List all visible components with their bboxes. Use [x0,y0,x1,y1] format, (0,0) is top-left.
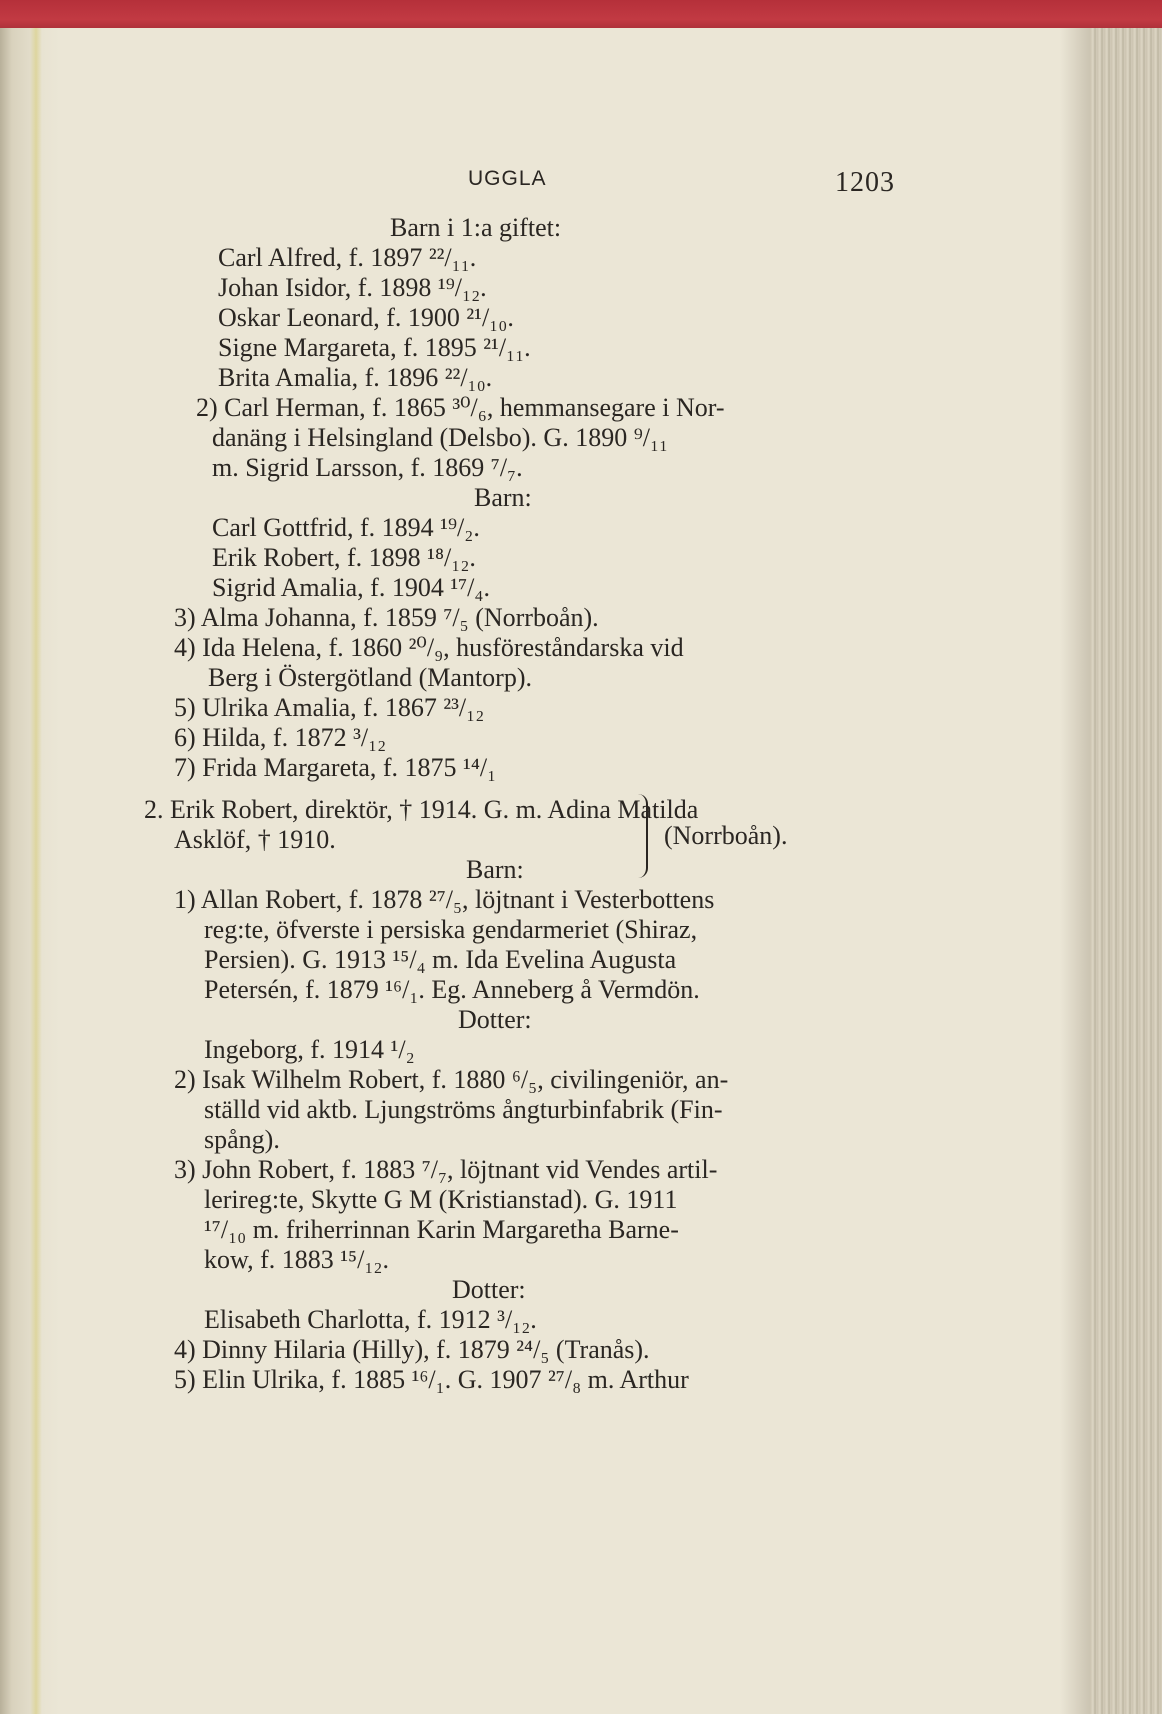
text-line: Carl Alfred, f. 1897 ²²/₁₁. [218,243,477,272]
text-line: 2. Erik Robert, direktör, † 1914. G. m. Adina Matilda [144,795,699,824]
text-line: Barn i 1:a giftet: [390,213,562,242]
text-line: Barn: [474,483,532,512]
text-line: spång). [204,1125,280,1154]
text-line: Erik Robert, f. 1898 ¹⁸/₁₂. [212,543,476,572]
text-line: Dotter: [452,1275,526,1304]
text-line: lerireg:te, Skytte G M (Kristianstad). G. 1911 [204,1185,678,1214]
book-page [0,28,1100,1714]
text-line: 6) Hilda, f. 1872 ³/₁₂ [174,723,387,752]
page-number: 1203 [835,167,895,198]
grouping-brace [634,794,648,878]
text-line: Ingeborg, f. 1914 ¹/₂ [204,1035,415,1064]
text-line: 5) Elin Ulrika, f. 1885 ¹⁶/₁. G. 1907 ²⁷/₈ m. Arthur [174,1365,689,1394]
text-line: ställd vid aktb. Ljungströms ångturbinfabrik (Fin- [204,1095,723,1124]
page-right-shade [1060,28,1094,1714]
text-line: 3) John Robert, f. 1883 ⁷/₇, löjtnant vid Vendes artil- [174,1155,718,1184]
text-line: 1) Allan Robert, f. 1878 ²⁷/₅, löjtnant i Vesterbottens [174,885,715,914]
text-line: danäng i Helsingland (Delsbo). G. 1890 ⁹/₁₁ [212,423,669,452]
text-line: Oskar Leonard, f. 1900 ²¹/₁₀. [218,303,514,332]
text-line: 3) Alma Johanna, f. 1859 ⁷/₅ (Norrboån). [174,603,599,632]
running-header: UGGLA [468,167,547,190]
text-line: Brita Amalia, f. 1896 ²²/₁₀. [218,363,493,392]
text-line: 2) Carl Herman, f. 1865 ³⁰/₆, hemmansegare i Nor- [196,393,725,422]
brace-label: (Norrboån). [664,821,788,850]
text-line: Johan Isidor, f. 1898 ¹⁹/₁₂. [218,273,487,302]
text-line: Sigrid Amalia, f. 1904 ¹⁷/₄. [212,573,490,602]
text-line: reg:te, öfverste i persiska gendarmeriet (Shiraz, [204,915,698,944]
gutter-line [30,28,42,1714]
text-line: Signe Margareta, f. 1895 ²¹/₁₁. [218,333,531,362]
text-line: Elisabeth Charlotta, f. 1912 ³/₁₂. [204,1305,537,1334]
text-line: Berg i Östergötland (Mantorp). [208,663,532,692]
text-line: Barn: [466,855,524,884]
text-line: m. Sigrid Larsson, f. 1869 ⁷/₇. [212,453,523,482]
text-line: 4) Ida Helena, f. 1860 ²⁰/₉, husföreståndarska vid [174,633,684,662]
text-line: kow, f. 1883 ¹⁵/₁₂. [204,1245,389,1274]
text-line: Dotter: [458,1005,532,1034]
text-line: Asklöf, † 1910. [174,825,336,854]
text-line: Petersén, f. 1879 ¹⁶/₁. Eg. Anneberg å Vermdön. [204,975,700,1004]
text-line: 7) Frida Margareta, f. 1875 ¹⁴/₁ [174,753,497,782]
text-line: 4) Dinny Hilaria (Hilly), f. 1879 ²⁴/₅ (Tranås). [174,1335,650,1364]
text-line: 5) Ulrika Amalia, f. 1867 ²³/₁₂ [174,693,485,722]
text-line: ¹⁷/₁₀ m. friherrinnan Karin Margaretha Barne- [204,1215,679,1244]
text-line: Persien). G. 1913 ¹⁵/₄ m. Ida Evelina Augusta [204,945,677,974]
page-stack-edge [1090,28,1162,1714]
text-line: Carl Gottfrid, f. 1894 ¹⁹/₂. [212,513,480,542]
text-line: 2) Isak Wilhelm Robert, f. 1880 ⁶/₅, civilingeniör, an- [174,1065,729,1094]
